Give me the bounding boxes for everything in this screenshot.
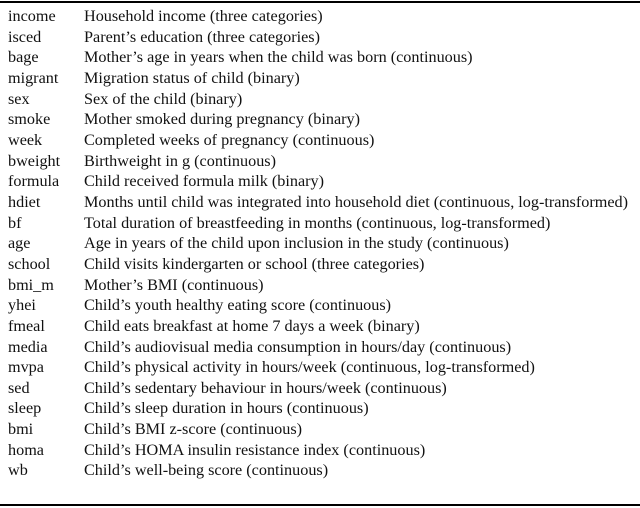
table-row [0, 47, 640, 68]
table-row [0, 68, 640, 89]
variable-description: Migration status of child (binary) [84, 68, 300, 87]
variable-description: Child’s HOMA insulin resistance index (continuous) [84, 440, 426, 459]
table-row [0, 440, 640, 461]
variable-description: Child’s audiovisual media consumption in hours/day (continuous) [84, 337, 512, 356]
table-top-rule [0, 1, 640, 3]
variable-name: sleep [8, 399, 42, 418]
table-row [0, 295, 640, 316]
table-row [0, 337, 640, 358]
variable-description: Child’s sleep duration in hours (continuous) [84, 399, 369, 418]
variable-description: Child’s sedentary behaviour in hours/week (continuous) [84, 378, 447, 397]
variable-name: school [8, 254, 51, 273]
variable-description: Birthweight in g (continuous) [84, 151, 276, 170]
table-row [0, 398, 640, 419]
table-row [0, 109, 640, 130]
variable-description: Sex of the child (binary) [84, 89, 243, 108]
variable-name: mvpa [8, 358, 44, 377]
table-row [0, 378, 640, 399]
variable-name: fmeal [8, 316, 45, 335]
table-row [0, 419, 640, 440]
table-row [0, 316, 640, 337]
table-row [0, 89, 640, 110]
variable-name: smoke [8, 110, 51, 129]
table-bottom-rule [0, 504, 640, 506]
variable-name: age [8, 234, 31, 253]
variable-name: isced [8, 27, 42, 46]
variable-name: income [8, 7, 56, 25]
variable-name: bmi [8, 420, 34, 439]
variable-description: Child eats breakfast at home 7 days a week (binary) [84, 316, 420, 335]
variable-name: bf [8, 213, 22, 232]
variable-description: Mother smoked during pregnancy (binary) [84, 110, 361, 129]
variable-description: Household income (three categories) [84, 7, 323, 25]
table-row [0, 275, 640, 296]
variable-description: Child visits kindergarten or school (three categories) [84, 254, 425, 273]
variable-name: media [8, 337, 48, 356]
variable-table [0, 6, 640, 481]
variable-name: bage [8, 48, 39, 67]
variable-name: sex [8, 89, 30, 108]
variable-name: yhei [8, 296, 36, 315]
variable-description: Parent’s education (three categories) [84, 27, 320, 46]
variable-name: homa [8, 440, 44, 459]
variable-description: Child’s BMI z-score (continuous) [84, 420, 303, 439]
variable-description: Mother’s age in years when the child was born (continuous) [84, 48, 473, 67]
variable-description: Child received formula milk (binary) [84, 172, 325, 191]
variable-name: week [8, 130, 43, 149]
variable-name: migrant [8, 68, 59, 87]
table-row [0, 130, 640, 151]
table-row [0, 6, 640, 27]
variable-name: wb [8, 461, 28, 480]
variable-name: formula [8, 172, 60, 191]
table-row [0, 27, 640, 48]
variable-description: Child’s physical activity in hours/week (continuous, log-transformed) [84, 358, 535, 377]
table-row [0, 460, 640, 481]
variable-name: hdiet [8, 192, 41, 211]
table-row [0, 357, 640, 378]
variable-description: Child’s youth healthy eating score (continuous) [84, 296, 392, 315]
variable-name: bmi_m [8, 275, 54, 294]
variable-description: Months until child was integrated into household diet (continuous, log-transformed) [84, 192, 628, 211]
table-row [0, 192, 640, 213]
table-row [0, 213, 640, 234]
variable-description: Total duration of breastfeeding in months (continuous, log-transformed) [84, 213, 551, 232]
variable-name: sed [8, 378, 30, 397]
variable-description: Mother’s BMI (continuous) [84, 275, 264, 294]
variable-description: Completed weeks of pregnancy (continuous) [84, 130, 375, 149]
table-row [0, 171, 640, 192]
table-row [0, 233, 640, 254]
variable-description: Age in years of the child upon inclusion in the study (continuous) [84, 234, 509, 253]
table-row [0, 151, 640, 172]
table-row [0, 254, 640, 275]
variable-description: Child’s well-being score (continuous) [84, 461, 329, 480]
variable-name: bweight [8, 151, 61, 170]
